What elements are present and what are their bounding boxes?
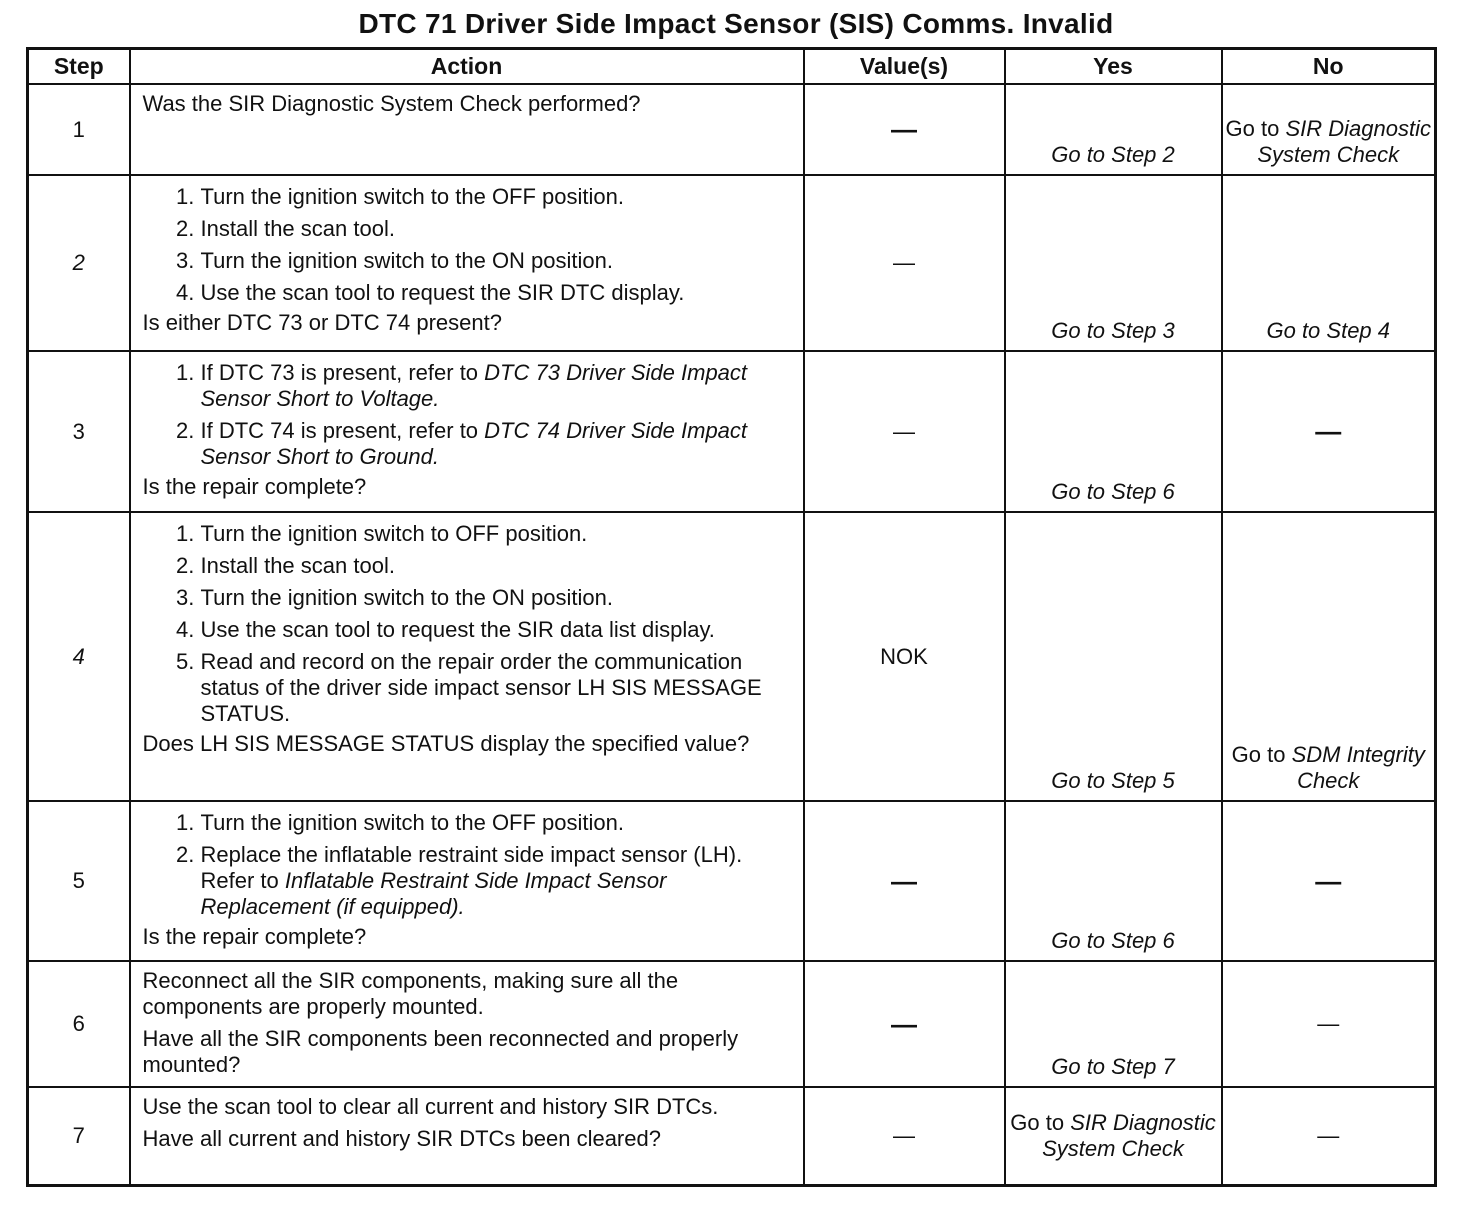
yes-cell bbox=[1005, 961, 1222, 1087]
value-text: — bbox=[891, 114, 917, 145]
yes-link[interactable]: Go to Step 6 bbox=[1051, 928, 1175, 954]
action-list bbox=[143, 519, 795, 731]
action-item: 3. Turn the ignition switch to the ON position. bbox=[201, 583, 795, 615]
value-cell bbox=[804, 1087, 1005, 1185]
action-cell bbox=[130, 351, 804, 512]
action-text: Replace the inflatable restraint side impact sensor (LH). Refer to bbox=[200, 841, 743, 893]
table-row bbox=[28, 175, 1436, 351]
no-text: — bbox=[1315, 865, 1342, 896]
header-values: Value(s) bbox=[804, 49, 1005, 85]
action-item: 4. Use the scan tool to request the SIR data list display. bbox=[201, 615, 795, 647]
no-text: — bbox=[1317, 1011, 1340, 1037]
action-text: If DTC 73 is present, refer to bbox=[200, 360, 485, 385]
step-number: 6 bbox=[28, 961, 130, 1087]
no-cell bbox=[1222, 801, 1436, 961]
no-cell bbox=[1222, 1087, 1436, 1185]
action-cell bbox=[130, 1087, 804, 1185]
action-list bbox=[143, 182, 795, 310]
no-text: — bbox=[1315, 416, 1342, 447]
value-text: — bbox=[893, 250, 915, 276]
action-item: 1. Turn the ignition switch to the OFF position. bbox=[201, 182, 795, 214]
header-action: Action bbox=[130, 49, 804, 85]
action-text: If DTC 74 is present, refer to bbox=[200, 417, 485, 443]
action-text: Reconnect all the SIR components, making sure all the components are properly mounted. bbox=[142, 968, 679, 1019]
yes-cell bbox=[1005, 1087, 1222, 1185]
no-link[interactable] bbox=[1232, 742, 1425, 793]
action-reference[interactable]: DTC 73 Driver Side Impact Sensor Short to Voltage. bbox=[200, 360, 748, 411]
value-cell bbox=[804, 175, 1005, 351]
action-item: 3. Turn the ignition switch to the ON position. bbox=[201, 246, 795, 278]
value-text: NOK bbox=[880, 643, 928, 669]
action-question: Does LH SIS MESSAGE STATUS display the specified value? bbox=[142, 730, 750, 756]
action-item bbox=[201, 416, 795, 474]
step-number: 7 bbox=[28, 1087, 130, 1185]
yes-link[interactable]: Go to Step 5 bbox=[1051, 768, 1175, 794]
action-item bbox=[201, 358, 795, 416]
table-row bbox=[28, 1087, 1436, 1185]
value-cell bbox=[804, 801, 1005, 961]
yes-link[interactable]: Go to Step 3 bbox=[1051, 318, 1175, 344]
no-cell bbox=[1222, 961, 1436, 1087]
yes-cell bbox=[1005, 512, 1222, 801]
action-reference[interactable]: DTC 74 Driver Side Impact Sensor Short to Ground. bbox=[200, 417, 748, 469]
no-cell bbox=[1222, 512, 1436, 801]
action-item: 1. Turn the ignition switch to the OFF position. bbox=[201, 808, 795, 840]
yes-cell bbox=[1005, 175, 1222, 351]
value-cell bbox=[804, 84, 1005, 175]
step-number bbox=[28, 175, 130, 351]
table-row bbox=[28, 961, 1436, 1087]
no-prefix: Go to bbox=[1231, 742, 1292, 768]
step-number: 5 bbox=[28, 801, 130, 961]
value-cell bbox=[804, 512, 1005, 801]
table-row bbox=[28, 84, 1436, 175]
value-cell bbox=[804, 351, 1005, 512]
no-reference: SIR Diagnostic System Check bbox=[1257, 116, 1431, 168]
action-item: 4. Use the scan tool to request the SIR DTC display. bbox=[201, 278, 795, 310]
action-cell bbox=[130, 961, 804, 1087]
header-no: No bbox=[1222, 49, 1436, 85]
action-question: Was the SIR Diagnostic System Check performed? bbox=[142, 91, 641, 116]
step-number: 3 bbox=[28, 351, 130, 512]
action-cell bbox=[130, 175, 804, 351]
no-reference: SDM Integrity Check bbox=[1291, 742, 1425, 794]
value-text: — bbox=[893, 418, 915, 444]
step-number bbox=[28, 512, 130, 801]
no-text: — bbox=[1317, 1122, 1340, 1148]
yes-cell bbox=[1005, 801, 1222, 961]
yes-link[interactable]: Go to Step 2 bbox=[1051, 142, 1175, 168]
table-row bbox=[28, 801, 1436, 961]
action-question: Is either DTC 73 or DTC 74 present? bbox=[142, 309, 502, 335]
header-step: Step bbox=[28, 49, 130, 85]
yes-cell bbox=[1005, 351, 1222, 512]
action-cell bbox=[130, 84, 804, 175]
page-title: DTC 71 Driver Side Impact Sensor (SIS) Comms. Invalid bbox=[358, 8, 1114, 39]
action-item: 2. Install the scan tool. bbox=[201, 551, 795, 583]
diagnostic-table bbox=[26, 47, 1437, 1187]
yes-link[interactable]: Go to Step 7 bbox=[1051, 1054, 1175, 1080]
no-link[interactable] bbox=[1226, 116, 1431, 167]
header-yes: Yes bbox=[1005, 49, 1222, 85]
action-question: Have all the SIR components been reconnected and properly mounted? bbox=[142, 1025, 739, 1077]
action-text: Use the scan tool to clear all current and history SIR DTCs. bbox=[142, 1094, 719, 1119]
action-list bbox=[143, 808, 795, 924]
no-prefix: Go to bbox=[1225, 116, 1286, 142]
action-item: 1. Turn the ignition switch to OFF position. bbox=[201, 519, 795, 551]
value-cell bbox=[804, 961, 1005, 1087]
value-text: — bbox=[891, 1008, 917, 1039]
action-cell bbox=[130, 801, 804, 961]
value-text: — bbox=[893, 1122, 915, 1148]
no-cell bbox=[1222, 351, 1436, 512]
step-number-text: 2 bbox=[72, 250, 85, 276]
yes-reference: SIR Diagnostic System Check bbox=[1042, 1109, 1216, 1161]
action-reference[interactable]: Inflatable Restraint Side Impact Sensor Replacement (if equipped). bbox=[200, 867, 667, 919]
action-item: 5. Read and record on the repair order the communication status of the driver side impact sensor LH SIS MESSAGE STATUS. bbox=[201, 647, 795, 731]
table-row bbox=[28, 351, 1436, 512]
yes-cell bbox=[1005, 84, 1222, 175]
no-cell bbox=[1222, 175, 1436, 351]
table-row bbox=[28, 512, 1436, 801]
action-item: 2. Install the scan tool. bbox=[201, 214, 795, 246]
action-cell bbox=[130, 512, 804, 801]
action-list bbox=[143, 358, 795, 474]
yes-prefix: Go to bbox=[1010, 1109, 1071, 1135]
step-number-text: 4 bbox=[72, 643, 85, 669]
action-question: Is the repair complete? bbox=[142, 473, 367, 499]
action-item bbox=[201, 840, 795, 924]
no-cell bbox=[1222, 84, 1436, 175]
step-number: 1 bbox=[28, 84, 130, 175]
value-text: — bbox=[891, 865, 917, 896]
yes-link[interactable]: Go to Step 6 bbox=[1051, 479, 1175, 505]
action-question: Is the repair complete? bbox=[142, 923, 367, 949]
action-question: Have all current and history SIR DTCs been cleared? bbox=[142, 1125, 661, 1151]
no-link[interactable]: Go to Step 4 bbox=[1266, 318, 1391, 344]
yes-link[interactable] bbox=[1010, 1110, 1215, 1161]
header-row bbox=[28, 49, 1436, 85]
